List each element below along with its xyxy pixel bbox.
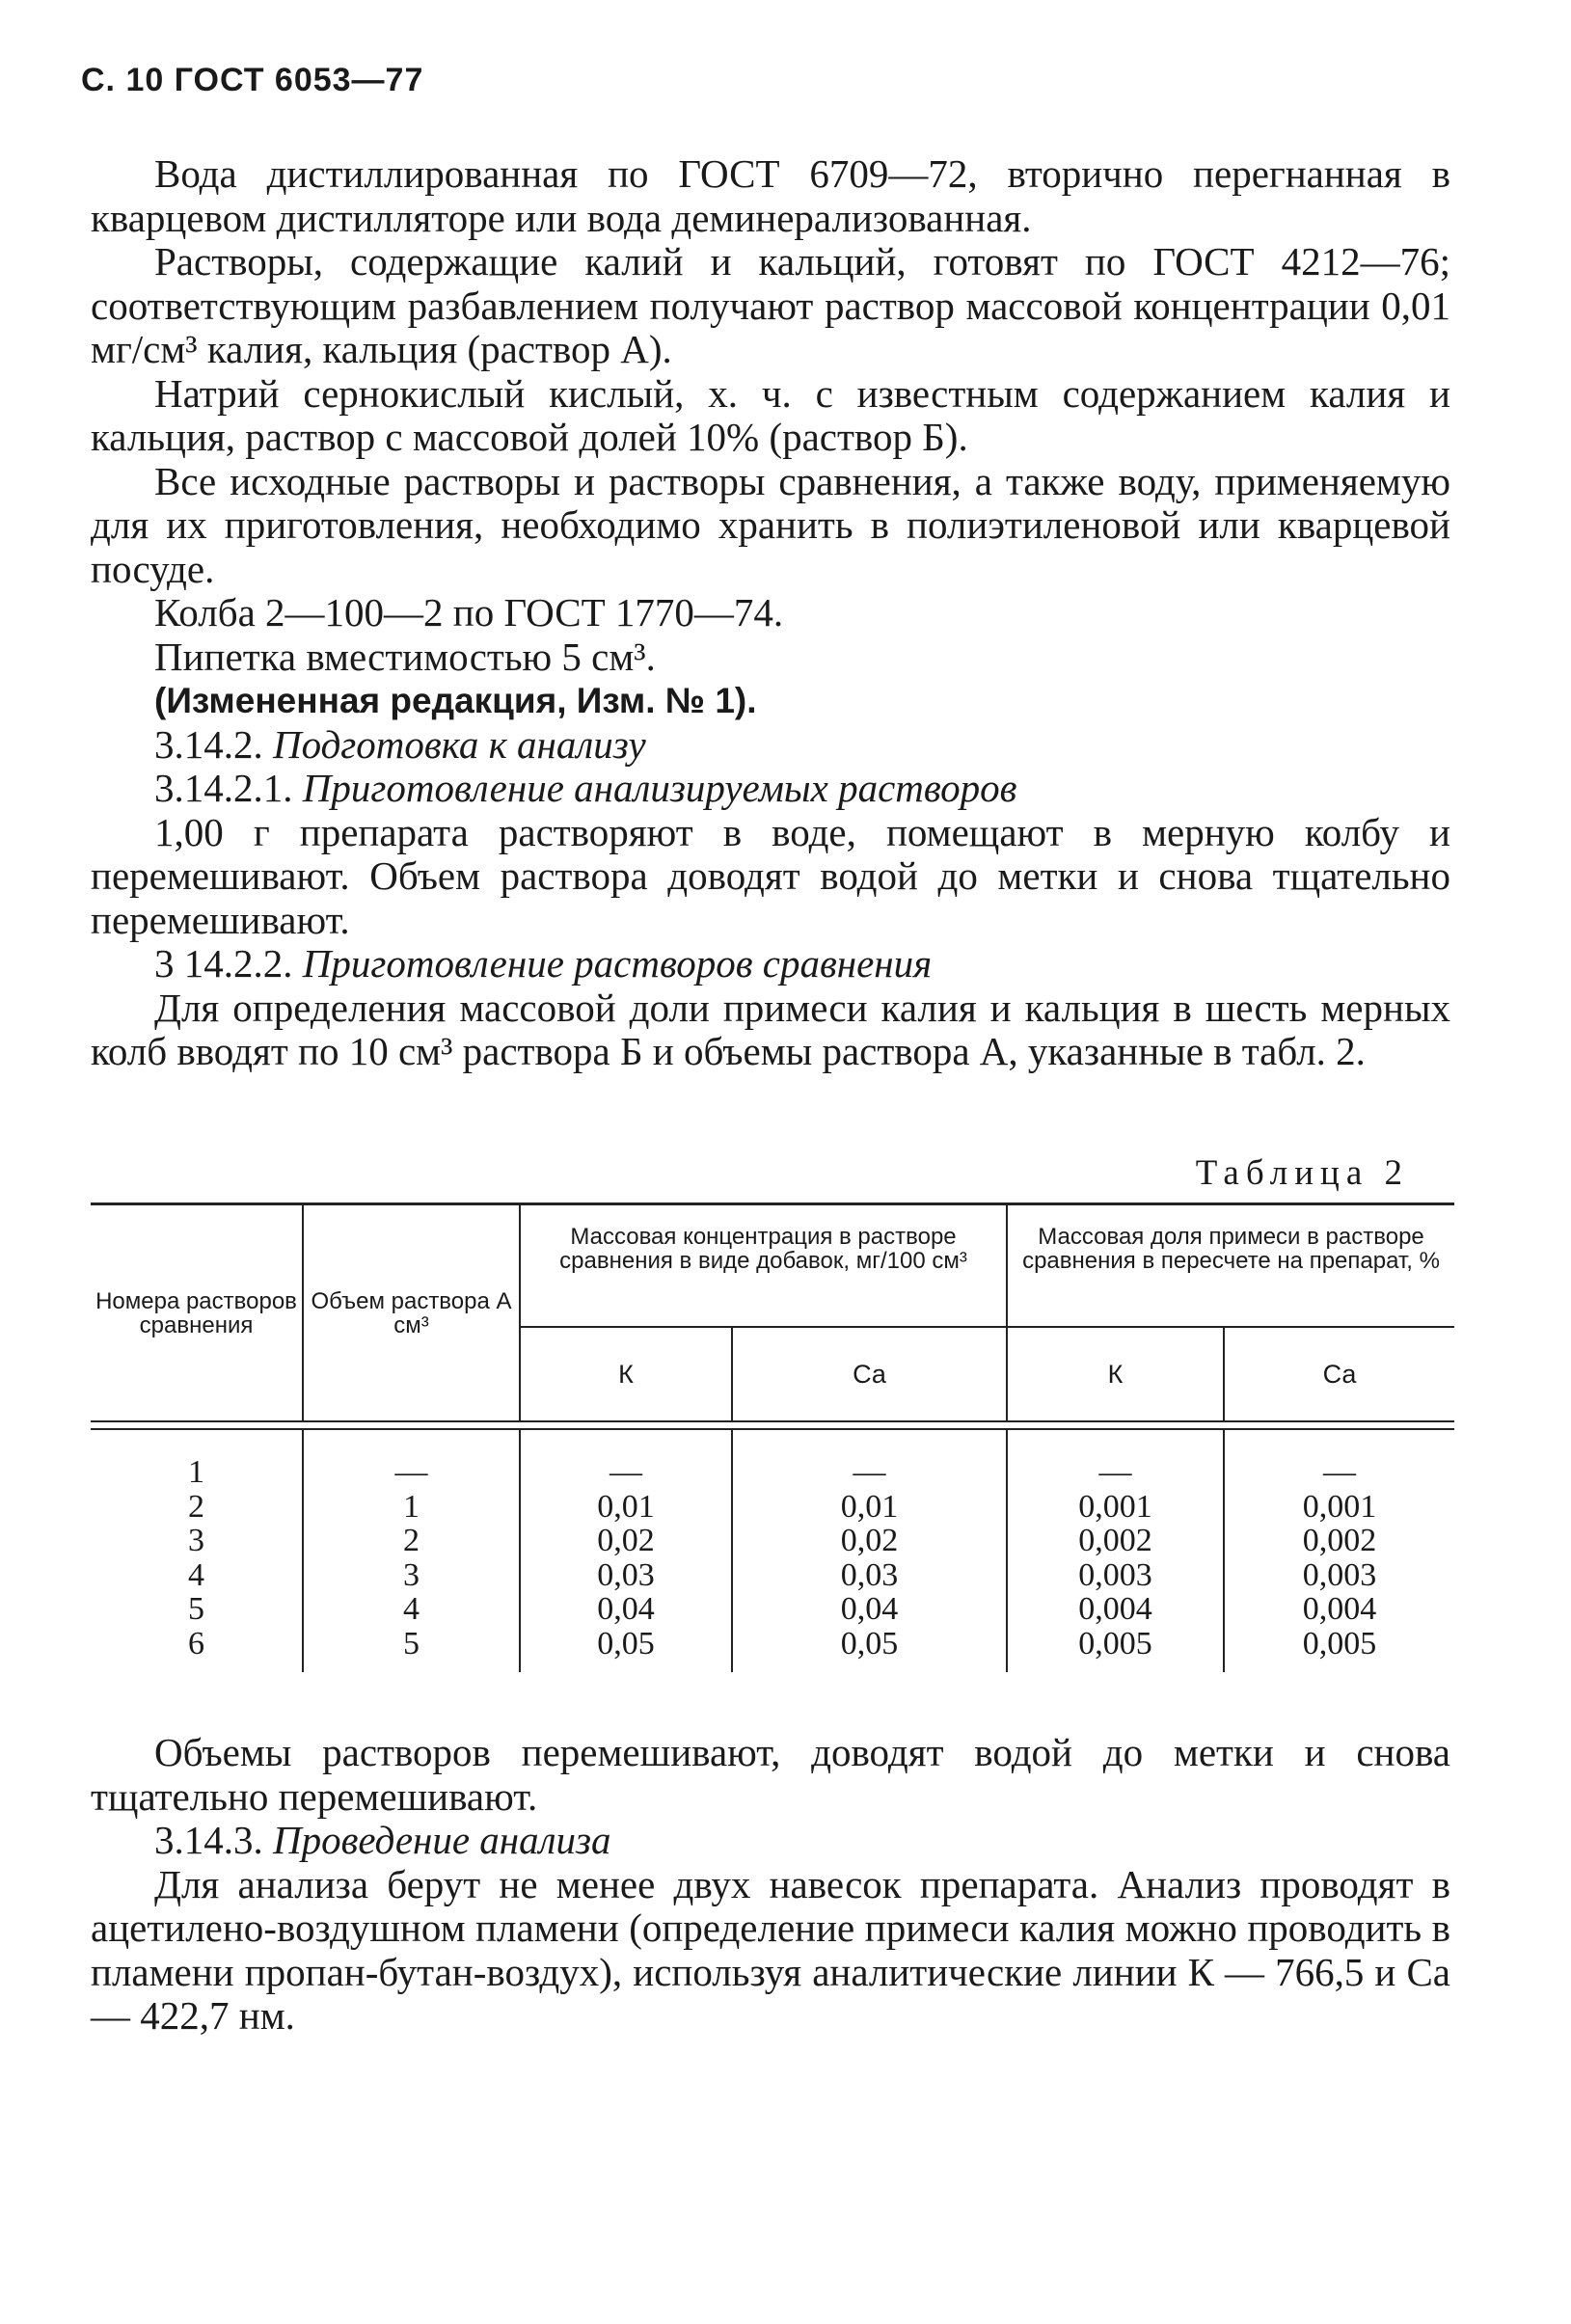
section-title: Приготовление растворов сравнения xyxy=(302,941,933,986)
section-title: Подготовка к анализу xyxy=(273,721,646,767)
cell-number: 3 xyxy=(188,1523,204,1558)
cell-conc-k: 0,01 xyxy=(520,1490,732,1525)
section-3-14-2 xyxy=(91,723,1450,768)
amendment-note: (Измененная редакция, Изм. № 1). xyxy=(154,681,757,720)
cell-conc-k: 0,03 xyxy=(520,1558,732,1593)
cell-frac-ca: 0,005 xyxy=(1224,1627,1454,1673)
cell-frac-k: 0,004 xyxy=(1007,1592,1224,1627)
cell-volume: 3 xyxy=(303,1558,520,1593)
paragraph-analysis: Для анализа берут не менее двух навесок препарата. Анализ проводят в ацетилено-воздушном пламени (определение примеси калия можно проводить в пламени пропан-бутан-воздух), используя аналитические линии К — 766,5 и Са — 422,7 нм. xyxy=(91,1861,1450,2038)
cell-conc-ca: 0,01 xyxy=(732,1490,1007,1525)
header-fraction-group: Массовая доля примеси в растворе сравнения в пересчете на препарат, % xyxy=(1007,1204,1454,1328)
cell-conc-ca: — xyxy=(732,1429,1007,1490)
paragraph-storage: Все исходные растворы и растворы сравнения, а также воду, применяемую для их приготовления, необходимо хранить в полиэтиленовой или кварцевой посуде. xyxy=(91,458,1450,591)
header-solution-number: Номера растворов сравнения xyxy=(91,1204,303,1422)
section-3-14-2-1 xyxy=(91,767,1450,811)
cell-frac-ca: 0,004 xyxy=(1224,1592,1454,1627)
header-conc-k: К xyxy=(520,1327,732,1421)
cell-conc-ca: 0,04 xyxy=(732,1592,1007,1627)
header-frac-ca: Са xyxy=(1224,1327,1454,1421)
cell-volume: 4 xyxy=(303,1592,520,1627)
paragraph-sample-prep: 1,00 г препарата растворяют в воде, помещают в мерную колбу и перемешивают. Объем раствора доводят водой до метки и снова тщательно перемешивают. xyxy=(91,809,1450,942)
table-row xyxy=(91,1524,1454,1558)
cell-conc-k: 0,05 xyxy=(520,1627,732,1673)
section-number: 3.14.2. xyxy=(154,721,263,767)
cell-conc-ca: 0,02 xyxy=(732,1524,1007,1558)
cell-frac-k: 0,001 xyxy=(1007,1490,1224,1525)
paragraph-water: Вода дистиллированная по ГОСТ 6709—72, вторично перегнанная в кварцевом дистилляторе или вода деминерализованная. xyxy=(91,151,1450,240)
table-row xyxy=(91,1592,1454,1627)
cell-volume: 2 xyxy=(303,1524,520,1558)
cell-frac-k: — xyxy=(1007,1429,1224,1490)
cell-conc-k: — xyxy=(520,1429,732,1490)
cell-frac-ca: — xyxy=(1224,1429,1454,1490)
table-2 xyxy=(91,1203,1454,1672)
cell-number: 4 xyxy=(188,1556,204,1593)
section-3-14-2-2 xyxy=(91,942,1450,986)
table-separator xyxy=(91,1421,1454,1429)
cell-number: 2 xyxy=(188,1488,204,1525)
cell-frac-ca: 0,001 xyxy=(1224,1490,1454,1525)
cell-conc-k: 0,04 xyxy=(520,1592,732,1627)
page-header: С. 10 ГОСТ 6053—77 xyxy=(81,62,424,98)
section-title: Проведение анализа xyxy=(273,1818,611,1862)
cell-volume: 1 xyxy=(303,1490,520,1525)
cell-conc-ca: 0,03 xyxy=(732,1558,1007,1593)
text-block-bottom xyxy=(91,1731,1450,2039)
cell-conc-ca: 0,05 xyxy=(732,1627,1007,1673)
cell-conc-k: 0,02 xyxy=(520,1524,732,1558)
paragraph-sodium: Натрий сернокислый кислый, х. ч. с известным содержанием калия и кальция, раствор с массовой долей 10% (раствор Б). xyxy=(91,370,1450,459)
cell-volume: 5 xyxy=(303,1627,520,1673)
cell-number: 6 xyxy=(188,1625,204,1662)
header-conc-ca: Са xyxy=(732,1327,1007,1421)
text-block-top xyxy=(91,152,1450,1074)
cell-frac-k: 0,005 xyxy=(1007,1627,1224,1673)
paragraph-solutions: Растворы, содержащие калий и кальций, готовят по ГОСТ 4212—76; соответствующим разбавлением получают раствор массовой концентрации 0,01 мг/см³ калия, кальция (раствор А). xyxy=(91,239,1450,371)
cell-frac-k: 0,003 xyxy=(1007,1558,1224,1593)
section-number: 3.14.2.1. xyxy=(154,766,293,810)
header-volume-a: Объем раствора А см³ xyxy=(303,1204,520,1422)
cell-frac-ca: 0,002 xyxy=(1224,1524,1454,1558)
header-frac-k: К xyxy=(1007,1327,1224,1421)
cell-volume: — xyxy=(303,1429,520,1490)
cell-number: 5 xyxy=(188,1591,204,1627)
section-title: Приготовление анализируемых растворов xyxy=(302,766,1017,810)
cell-frac-ca: 0,003 xyxy=(1224,1558,1454,1593)
table-caption: Таблица 2 xyxy=(1195,1153,1409,1193)
section-3-14-3 xyxy=(91,1819,1450,1863)
cell-number: 1 xyxy=(188,1454,204,1490)
section-number: 3.14.3. xyxy=(154,1818,263,1862)
paragraph-reference-prep: Для определения массовой доли примеси калия и кальция в шесть мерных колб вводят по 10 см³ раствора Б и объемы раствора А, указанные в табл. 2. xyxy=(91,985,1450,1073)
paragraph-flask: Колба 2—100—2 по ГОСТ 1770—74. xyxy=(154,590,784,635)
paragraph-after-table: Объемы растворов перемешивают, доводят водой до метки и снова тщательно перемешивают. xyxy=(91,1730,1450,1819)
table-row xyxy=(91,1627,1454,1673)
table-row xyxy=(91,1490,1454,1525)
table-row xyxy=(91,1429,1454,1490)
table-row xyxy=(91,1558,1454,1593)
header-concentration-group: Массовая концентрация в растворе сравнения в виде добавок, мг/100 см³ xyxy=(520,1204,1007,1328)
section-number: 3 14.2.2. xyxy=(154,941,293,986)
paragraph-pipette: Пипетка вместимостью 5 см³. xyxy=(154,634,656,679)
cell-frac-k: 0,002 xyxy=(1007,1524,1224,1558)
